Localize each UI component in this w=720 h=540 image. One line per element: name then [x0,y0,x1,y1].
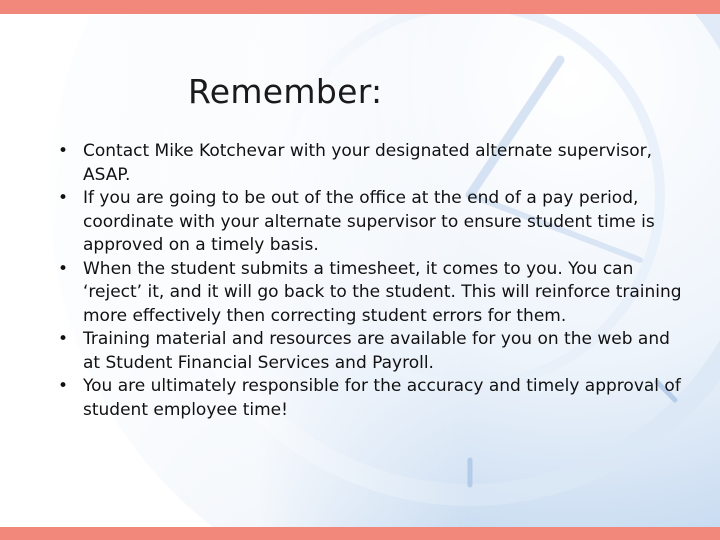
top-accent-bar [0,0,720,14]
bullet-text: Training material and resources are available for you on the web and at Student Financial Services and Payroll. [83,329,670,373]
bullet-item [58,187,688,258]
bullet-marker: • [58,329,69,349]
bullet-item [58,375,688,422]
bullet-list [58,140,688,422]
bullet-text: You are ultimately responsible for the accuracy and timely approval of student employee time! [83,376,681,420]
bullet-item [58,140,688,187]
bullet-marker: • [58,258,69,279]
slide-title: Remember: [188,72,383,111]
bullet-item [58,328,688,375]
bottom-accent-bar [0,527,720,540]
bullet-text: When the student submits a timesheet, it comes to you. You can ‘reject’ it, and it will go back to the student. This will reinforce training more effectively then correcting student errors for them. [83,258,682,326]
bullet-marker: • [58,188,69,208]
bullet-text: Contact Mike Kotchevar with your designated alternate supervisor, ASAP. [83,141,653,185]
bullet-marker: • [58,141,69,161]
bullet-marker: • [58,376,69,396]
bullet-item [58,258,688,329]
bullet-text: If you are going to be out of the office at the end of a pay period, coordinate with your alternate supervisor to ensure student time is approved on a timely basis. [83,188,655,255]
